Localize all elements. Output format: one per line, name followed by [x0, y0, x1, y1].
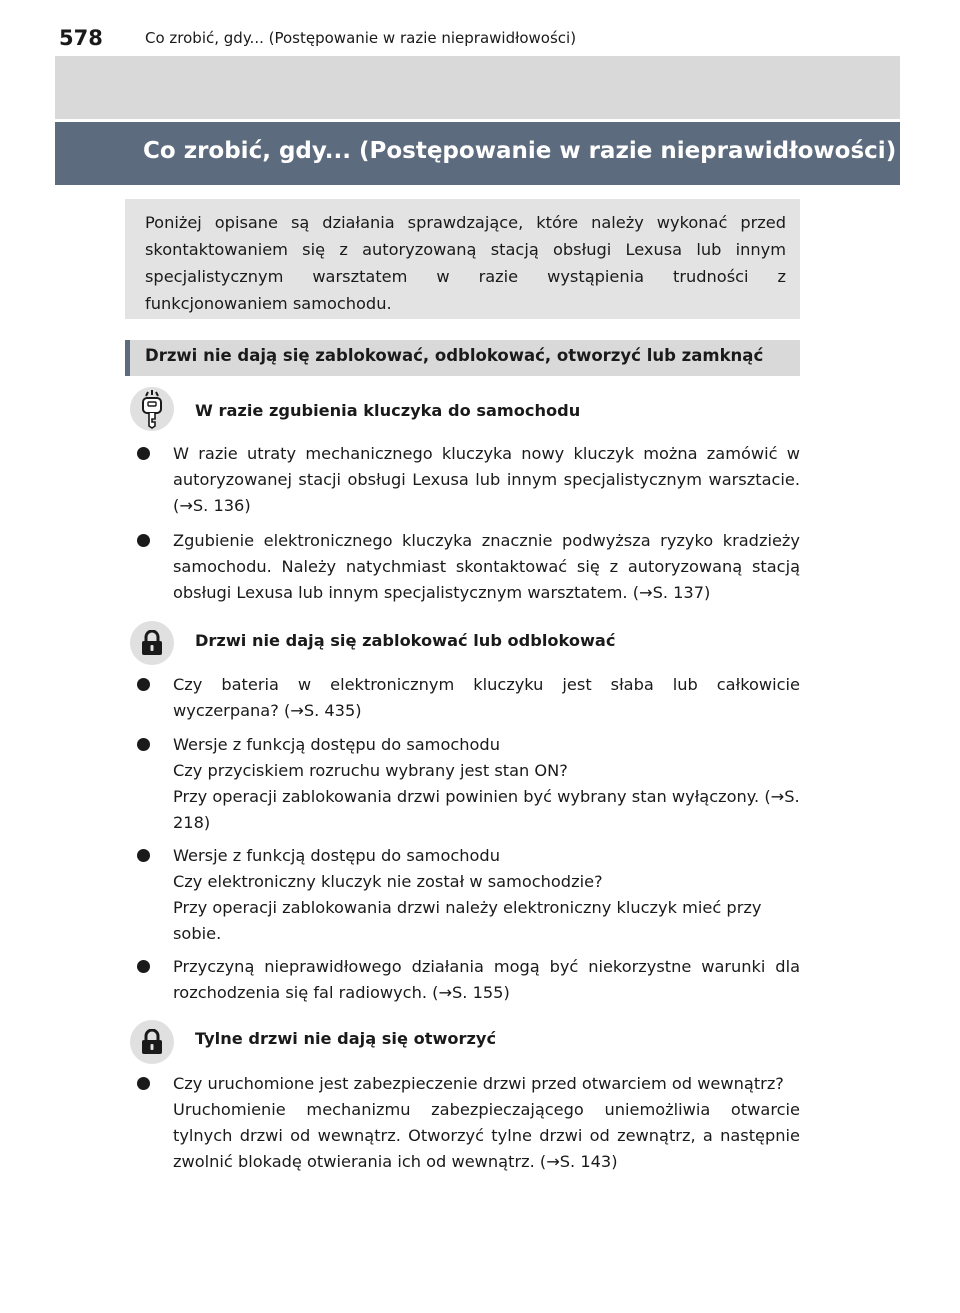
list-item: Czy uruchomione jest zabezpieczenie drzwi przed otwarciem od wewnątrz? Uruchomienie mechanizmu zabezpieczającego uniemożliwia otwarcie tylnych drzwi od wewnątrz. Otworzyć tylne drzwi od zewnątrz, a następnie zwolnić blokadę otwierania ich od wewnątrz. (→S. 143): [137, 1071, 800, 1175]
page-title: Co zrobić, gdy... (Postępowanie w razie nieprawidłowości): [143, 138, 897, 164]
running-header: [55, 56, 900, 119]
subheading-lost-key: W razie zgubienia kluczyka do samochodu: [195, 401, 581, 420]
list-item: Zgubienie elektronicznego kluczyka znacznie podwyższa ryzyko kradzieży samochodu. Należy natychmiast skontaktować się z autoryzowaną stacją obsługi Lexusa lub innym specjalistycznym warsztatem. (→S. 137): [137, 528, 800, 606]
list-item: Wersje z funkcją dostępu do samochodu Czy przyciskiem rozruchu wybrany jest stan ON? Przy operacji zablokowania drzwi powinien być wybrany stan wyłączony. (→S. 218): [137, 732, 800, 836]
running-title: Co zrobić, gdy... (Postępowanie w razie nieprawidłowości): [145, 29, 577, 47]
bullet-icon: [137, 738, 150, 751]
intro-box: Poniżej opisane są działania sprawdzające, które należy wykonać przed skontaktowaniem się z autoryzowaną stacją obsługi Lexusa lub innym specjalistycznym warsztatem w razie wystąpienia trudności z funkcjonowaniem samochodu.: [125, 199, 800, 319]
bullet-icon: [137, 447, 150, 460]
bullet-icon: [137, 678, 150, 691]
padlock-icon: [130, 621, 174, 665]
list-item: Przyczyną nieprawidłowego działania mogą być niekorzystne warunki dla rozchodzenia się fal radiowych. (→S. 155): [137, 954, 800, 1006]
list-item: Wersje z funkcją dostępu do samochodu Czy elektroniczny kluczyk nie został w samochodzie? Przy operacji zablokowania drzwi należy elektroniczny kluczyk mieć przy sobie.: [137, 843, 800, 947]
section-heading-bar: [125, 340, 800, 376]
subheading-lock-unlock: Drzwi nie dają się zablokować lub odblokować: [195, 631, 616, 650]
bullet-icon: [137, 534, 150, 547]
bullet-icon: [137, 849, 150, 862]
list-item: W razie utraty mechanicznego kluczyka nowy kluczyk można zamówić w autoryzowanej stacji obsługi Lexusa lub innym specjalistycznym warsztacie. (→S. 136): [137, 441, 800, 519]
bullet-icon: [137, 1077, 150, 1090]
padlock-icon: [130, 1020, 174, 1064]
page-number: 578: [59, 26, 103, 50]
title-bar: [55, 122, 900, 185]
subheading-rear-door: Tylne drzwi nie dają się otworzyć: [195, 1029, 497, 1048]
list-item: Czy bateria w elektronicznym kluczyku jest słaba lub całkowicie wyczerpana? (→S. 435): [137, 672, 800, 724]
bullet-icon: [137, 960, 150, 973]
key-icon: [130, 387, 174, 431]
section-heading: Drzwi nie dają się zablokować, odblokować, otworzyć lub zamknąć: [145, 346, 764, 365]
